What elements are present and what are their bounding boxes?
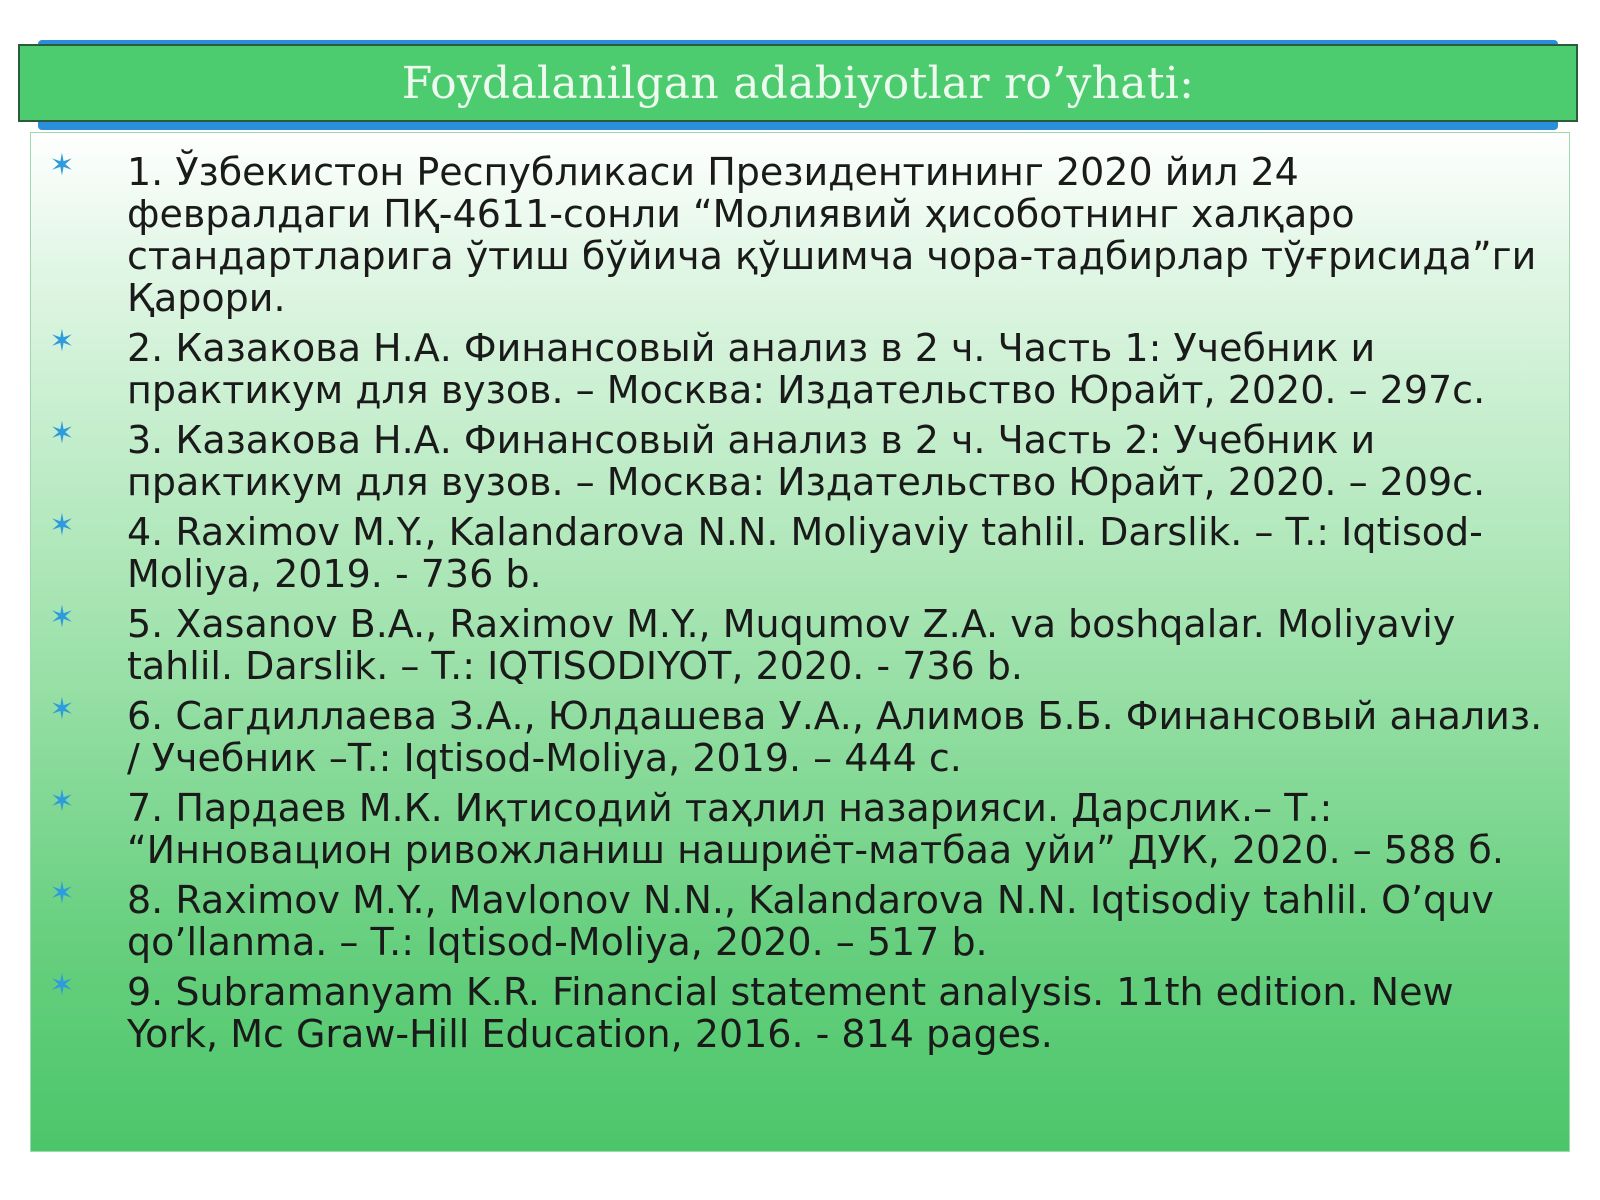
- asterisk-bullet-icon: ✶: [49, 324, 75, 359]
- references-list: [49, 148, 1549, 1063]
- reference-item: [49, 416, 1549, 504]
- asterisk-bullet-icon: ✶: [49, 508, 75, 543]
- title-bar: [18, 44, 1578, 122]
- reference-item: [49, 692, 1549, 780]
- reference-item: [49, 876, 1549, 964]
- reference-item: [49, 148, 1549, 320]
- asterisk-bullet-icon: ✶: [49, 784, 75, 819]
- reference-item: [49, 968, 1549, 1056]
- asterisk-bullet-icon: ✶: [49, 600, 75, 635]
- reference-text: 5. Xasanov B.A., Raximov M.Y., Muqumov Z.A. va boshqalar. Moliyaviy tahlil. Darslik. – T.: IQTISODIYOT, 2020. - 736 b.: [127, 602, 1456, 688]
- reference-text: 4. Raximov M.Y., Kalandarova N.N. Moliyaviy tahlil. Darslik. – T.: Iqtisod-Moliya, 2019. - 736 b.: [127, 510, 1483, 596]
- reference-item: [49, 324, 1549, 412]
- asterisk-bullet-icon: ✶: [49, 148, 75, 183]
- slide-title: Foydalanilgan adabiyotlar ro’yhati:: [401, 57, 1195, 109]
- reference-text: 3. Казакова Н.А. Финансовый анализ в 2 ч. Часть 2: Учебник и практикум для вузов. – Москва: Издательство Юрайт, 2020. – 209с.: [127, 418, 1486, 504]
- reference-text: 2. Казакова Н.А. Финансовый анализ в 2 ч. Часть 1: Учебник и практикум для вузов. – Москва: Издательство Юрайт, 2020. – 297с.: [127, 326, 1486, 412]
- reference-text: 1. Ўзбекистон Республикаси Президентининг 2020 йил 24 февралдаги ПҚ-4611-сонли “Молиявий ҳисоботнинг халқаро стандартларига ўтиш бўйича қўшимча чора-тадбирлар тўғрисида”ги Қарори.: [127, 150, 1537, 320]
- reference-text: 8. Raximov M.Y., Mavlonov N.N., Kalandarova N.N. Iqtisodiy tahlil. O’quv qo’llanma. – T.: Iqtisod-Moliya, 2020. – 517 b.: [127, 878, 1494, 964]
- reference-item: [49, 600, 1549, 688]
- asterisk-bullet-icon: ✶: [49, 968, 75, 1003]
- reference-text: 7. Пардаев М.К. Иқтисодий таҳлил назарияси. Дарслик.– Т.: “Инновацион ривожланиш нашриёт-матбаа уйи” ДУК, 2020. – 588 б.: [127, 786, 1504, 872]
- asterisk-bullet-icon: ✶: [49, 416, 75, 451]
- asterisk-bullet-icon: ✶: [49, 876, 75, 911]
- asterisk-bullet-icon: ✶: [49, 692, 75, 727]
- reference-item: [49, 508, 1549, 596]
- reference-item: [49, 784, 1549, 872]
- reference-text: 6. Сагдиллаева З.А., Юлдашева У.А., Алимов Б.Б. Финансовый анализ. / Учебник –T.: Iqtisod-Moliya, 2019. – 444 с.: [127, 694, 1543, 780]
- reference-text: 9. Subramanyam K.R. Financial statement analysis. 11th edition. New York, Mc Graw-Hill Education, 2016. - 814 pages.: [127, 970, 1454, 1056]
- references-panel: [30, 132, 1570, 1152]
